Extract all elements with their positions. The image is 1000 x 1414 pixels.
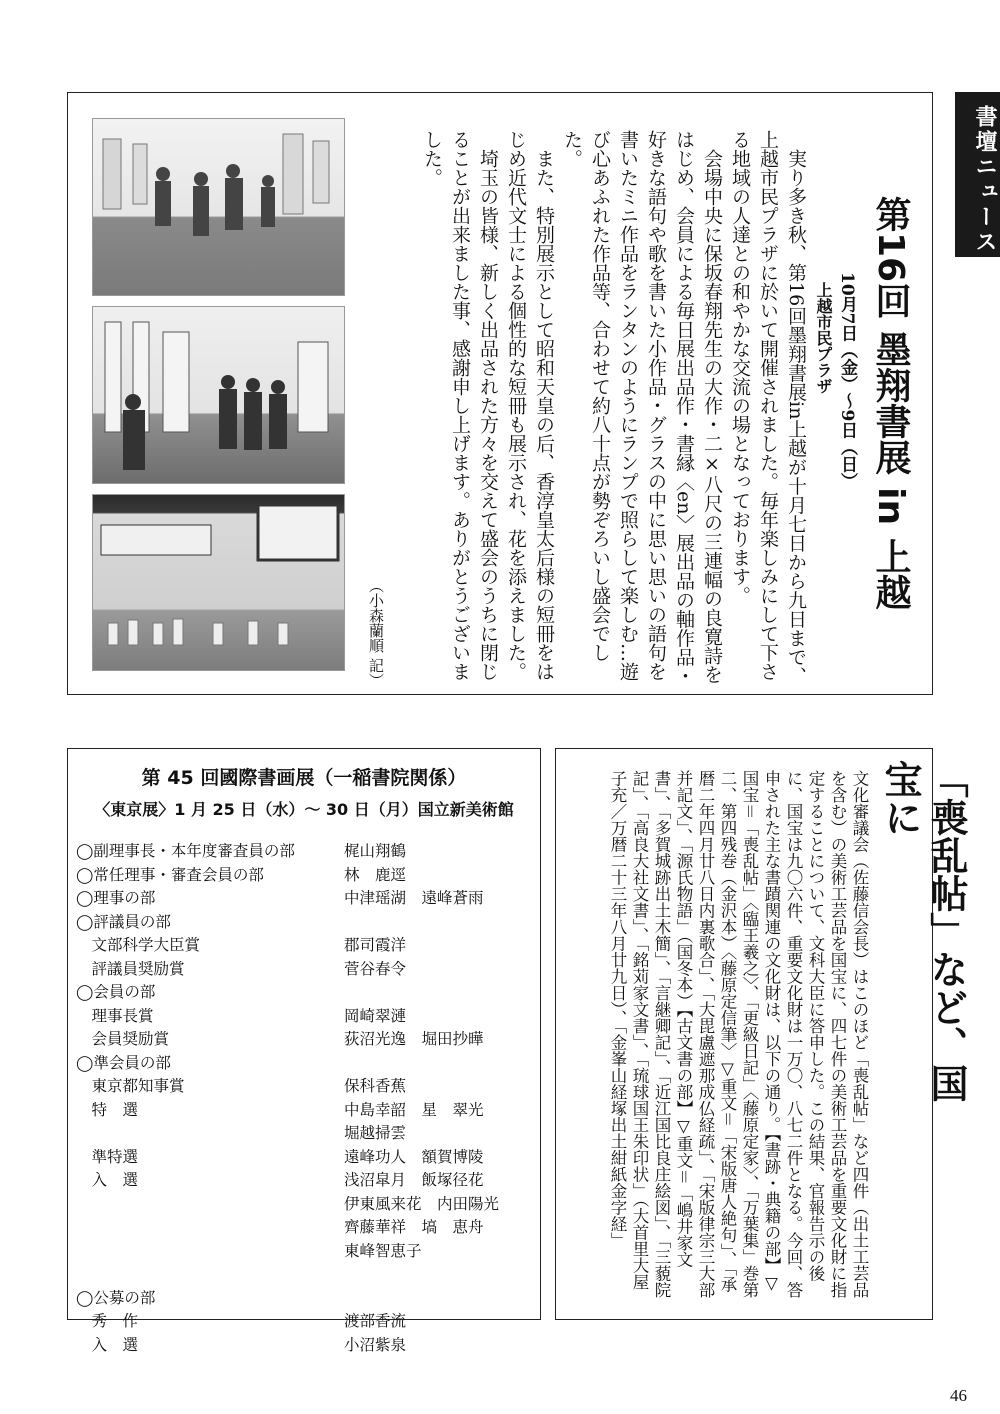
article-paragraph: 会場中央に保坂春翔先生の大作・二×八尺の三連幅の良寛詩をはじめ、会員による毎日展出品作・書縁〈en〉展出品の軸作品・好きな語句や歌を書いた小作品・グラスの中に思い思いの語句を書いたミニ作品をランタンのようにランプで照らして楽しむ…遊び心あふれた作品等、合わせて約八十点が勢ぞろいし盛会でした。 bbox=[561, 130, 723, 686]
award-names: 郡司霞洋 bbox=[344, 936, 407, 954]
award-row bbox=[76, 1168, 536, 1192]
article-paragraph: また、特別展示として昭和天皇の后、香淳皇太后様の短冊をはじめ近代文士による個性的な短冊も展示され、花を添えました。 bbox=[505, 130, 555, 681]
award-row bbox=[76, 1098, 536, 1122]
exhibition-awards-box bbox=[67, 748, 541, 1354]
award-row bbox=[76, 1286, 536, 1310]
award-names: 遠峰功人 額賀博陵 bbox=[344, 1147, 484, 1166]
award-category: ◯公募の部 bbox=[76, 1288, 156, 1307]
award-names: 林 鹿逕 bbox=[344, 865, 407, 884]
award-row bbox=[76, 1192, 536, 1216]
award-category: 入 選 bbox=[76, 1335, 139, 1354]
award-category: 文部科学大臣賞 bbox=[76, 936, 201, 954]
exhibition-photo-illustration bbox=[93, 307, 344, 483]
award-category: ◯会員の部 bbox=[76, 983, 156, 1001]
treasure-title: 「喪乱帖」など、国宝に bbox=[878, 760, 968, 1102]
award-row bbox=[76, 1004, 536, 1028]
exhibition-photo bbox=[92, 494, 345, 671]
award-names: 浅沼皐月 飯塚径花 bbox=[344, 1171, 484, 1189]
award-category: ◯評議員の部 bbox=[76, 912, 171, 931]
award-names: 保科香蕉 bbox=[344, 1077, 407, 1095]
award-names: 菅谷春令 bbox=[344, 959, 407, 978]
award-list bbox=[76, 839, 536, 1356]
award-row bbox=[76, 957, 536, 981]
award-names: 荻沼光逸 堀田抄曄 bbox=[344, 1030, 484, 1048]
exhibition-photo bbox=[92, 118, 345, 296]
award-row bbox=[76, 1309, 536, 1333]
exhibition-title: 第 45 回國際書画展（一稲書院関係） bbox=[141, 767, 467, 789]
award-names: 渡部香流 bbox=[344, 1312, 407, 1330]
award-names: 齊藤華祥 塙 恵舟 bbox=[344, 1218, 484, 1236]
award-names: 小沼紫泉 bbox=[344, 1335, 407, 1354]
award-category: 特 選 bbox=[76, 1100, 139, 1119]
award-names: 伊東風来花 内田陽光 bbox=[344, 1194, 500, 1213]
award-category: ◯常任理事・審査会員の部 bbox=[76, 865, 264, 884]
section-tab: 書壇ニュース bbox=[955, 92, 1000, 257]
award-category: 準特選 bbox=[76, 1147, 139, 1166]
article-body bbox=[360, 130, 810, 690]
award-row bbox=[76, 1074, 536, 1098]
award-row bbox=[76, 886, 536, 910]
award-row bbox=[76, 1145, 536, 1169]
award-category: 入 選 bbox=[76, 1171, 139, 1189]
article-author: （小森蘭順 記） bbox=[367, 578, 385, 688]
award-row bbox=[76, 1262, 536, 1286]
award-row bbox=[76, 863, 536, 887]
award-row bbox=[76, 1215, 536, 1239]
award-category: 東京都知事賞 bbox=[76, 1077, 185, 1095]
award-names: 梶山翔鶴 bbox=[344, 842, 407, 860]
award-names: 中津瑶湖 遠峰蒼雨 bbox=[344, 889, 484, 907]
article-venue: 上越市民プラザ bbox=[814, 282, 833, 394]
page-number: 46 bbox=[950, 1386, 967, 1405]
award-row bbox=[76, 910, 536, 934]
award-row bbox=[76, 839, 536, 863]
award-category: 会員奨励賞 bbox=[76, 1030, 170, 1048]
award-names: 岡崎翠漣 bbox=[344, 1006, 407, 1025]
award-category: 秀 作 bbox=[76, 1312, 139, 1330]
award-category: ◯副理事長・本年度審査員の部 bbox=[76, 842, 295, 860]
exhibition-photo bbox=[92, 306, 345, 484]
award-row bbox=[76, 1051, 536, 1075]
award-category: ◯理事の部 bbox=[76, 889, 156, 907]
award-row bbox=[76, 980, 536, 1004]
award-names: 中島幸韶 星 翠光 bbox=[344, 1100, 484, 1119]
award-names: 堀越掃雲 bbox=[344, 1124, 407, 1142]
exhibition-photo-illustration bbox=[93, 119, 344, 295]
award-row bbox=[76, 1333, 536, 1357]
award-category: 理事長賞 bbox=[76, 1006, 154, 1025]
exhibition-photo-illustration bbox=[93, 495, 344, 670]
award-row bbox=[76, 1027, 536, 1051]
award-row bbox=[76, 1121, 536, 1145]
article-paragraph: 実り多き秋、第16回墨翔書展in上越が十月七日から九日まで、上越市民プラザに於いて開催されました。毎年楽しみにして下さる地域の人達との和やかな交流の場となっております。 bbox=[729, 130, 807, 686]
article-paragraph: 埼玉の皆様、新しく出品された方々を交えて盛会のうちに閉じることが出来ました事、感謝申し上げます。ありがとうございました。 bbox=[421, 130, 499, 681]
award-category: ◯準会員の部 bbox=[76, 1053, 171, 1072]
exhibition-subtitle: 〈東京展〉1 月 25 日（水）～ 30 日（月）国立新美術館 bbox=[94, 800, 514, 819]
article-title: 第16回 墨翔書展 in 上越 bbox=[870, 196, 911, 610]
treasure-body: 文化審議会（佐藤信会長）はこのほど「喪乱帖」など四件（出土工芸品を含む）の美術工芸品を国宝に、四七件の美術工芸品を重要文化財に指定することについて、文科大臣に答申した。この結果、官報告示の後に、国宝は九〇六件、重要文化財は一万〇、八七二件となる。今回、答申された主な書蹟関連の文化財は、以下の通り。【書跡・典籍の部】▽国宝＝「喪乱帖」〈臨王羲之〉、「更級日記」〈藤原定家〉、「万葉集」巻第二、第四残巻（金沢本）〈藤原定信筆〉▽重文＝「宋版唐人絶句」、「承暦二年四月廿八日内裏歌合」、「大毘盧遮那成仏経疏」、「宋版律宗三大部并記文」、「源氏物語」（国冬本）【古文書の部】▽重文＝「嶋井家文書」、「多賀城跡出土木簡」、「言継卿記」、「近江国比良庄絵図」、「三藐院記」、「高良大社文書」、「銘苅家文書」、「琉球国王朱印状」（大首里大屋子充／万暦二十三年八月廿九日）、「金峯山経塚出土紺紙金字経」 bbox=[608, 770, 869, 1298]
award-category: 評議員奨励賞 bbox=[76, 959, 185, 978]
article-date: 10月7日（金）～9日（日） bbox=[837, 272, 857, 490]
award-row bbox=[76, 1239, 536, 1263]
award-row bbox=[76, 933, 536, 957]
award-names: 東峰智恵子 bbox=[344, 1241, 422, 1260]
